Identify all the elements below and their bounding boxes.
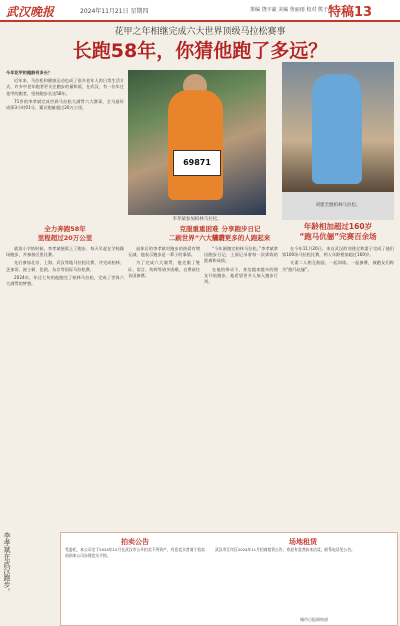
left-para: 近年来，马拉松和健康运动也成了很多老年人的日常生活方式，许多中老年跑者更关注跑步的量和质，在武汉，有一位年过花甲的跑者，坚持跑步长达58年。 [6,78,124,96]
left-column-body [6,246,124,528]
subhead-3 [204,224,278,242]
mid-body-para: 为了完成六大满贯，他克服了签证、语言、伤病等诸多困难，自费前往各国参赛。 [128,260,200,278]
sidebar-runner [312,74,362,184]
paper-name: 武汉晚报 [6,5,55,19]
left-body-para: 先后参加北京、上海、武汉等地马拉松比赛，并完成柏林、芝加哥、波士顿、伦敦、东京等国际马拉松赛。 [6,260,124,272]
left-body-para: 就读小学的时候，李孝斌便爱上了跑步，每天早起在学校操场跑步，并参加区里比赛。 [6,246,124,258]
lease-ad-title: 场地租赁 [289,538,317,546]
left-column [6,70,124,250]
sidebar-para: 在今年11月20日，来自武汉的刘建全和妻子完成了他们第100场马拉松比赛，两人年龄相加超过160岁。 [282,246,394,258]
classified-ads [60,532,398,626]
sidebar-body [282,246,394,528]
photo-caption: 李孝斌参加柏林马拉松。 [172,217,222,222]
race-bib: 69871 [173,150,221,176]
subhead-1-title: 全力奔跑58年 [44,225,86,233]
sidebar-photo-box [282,62,394,220]
lease-ad-text: 武汉市江岸区2024年11月招商租赁公告，欢迎有意者前来洽谈，联系电话见公告。 [215,547,355,552]
left-para: 71岁的李孝斌完成世界马拉松大满贯六大赛事，全马最好成绩3小时01分，累计跑量超过20万公里。 [6,98,124,111]
subhead-2-title: 克服重重困难 [179,225,219,233]
subhead-1-subtitle: 里程超过20万公里 [37,234,93,242]
auction-ad [65,537,205,558]
subhead-1 [6,224,124,242]
auction-ad-text: 受委托，本公司定于2024年12月在武汉市公开拍卖下列资产，有意竞买者请于拍卖前到本公司办理竞买手续。 [65,547,205,558]
left-body-para: 2024年，年过七旬的他跑完了柏林马拉松，完成了世界六大满贯的梦想。 [6,274,124,287]
sidebar-caption: 刘建全跑柏林马拉松。 [315,203,361,208]
article-kicker: 花甲之年相继完成六大世界顶级马拉松赛事 [114,27,286,37]
sidebar-headline-2: “跑马伉俪”完赛百余场 [299,232,377,241]
sidebar-headline [282,222,394,242]
lease-ad [215,537,391,553]
auction-ad-title: 拍卖公告 [121,538,149,546]
vertical-caption-box [2,532,56,622]
sidebar-para: 夫妻二人相互鼓励，一起训练，一起参赛，被跑友们称为“跑马伉俪”。 [282,260,394,272]
subhead-3-subtitle: 带动更多的人跑起来 [211,234,271,242]
vertical-caption: 李孝斌在武汉跑步。 [3,532,11,595]
footer-credit: 城市日报网络部 [300,617,328,622]
right-column-body [204,246,278,528]
runner-body [168,90,223,200]
mid-body-para: 退休后的李孝斌对跑步的热爱有增无减，他表示跑步是一辈子的事情。 [128,246,200,258]
subhead-2-subtitle: 二刷世界“六大满贯” [168,234,230,242]
article-headline: 长跑58年，你猜他跑了多远？ [72,40,328,62]
runner-photo [128,70,266,215]
editor-credits: 策编 饶宇豪 美编 鲁丽雨 校对 熊子 [250,7,328,13]
right-body-para: “今年刚跑完柏林马拉松。”李孝斌拿出跑步日记，上面记录着每一次训练的距离和成绩。 [204,246,278,264]
right-body-para: 在他的带动下，身边越来越多的朋友开始跑步，他希望更多人加入跑步行列。 [204,266,278,285]
issue-date: 2024年11月21日 星期四 [80,8,149,15]
middle-column-body [128,246,200,528]
sidebar-headline-1: 年龄相加超过160岁 [303,222,373,231]
subhead-3-title: 分享跑步日记 [221,225,261,233]
section-label: 特稿13 [328,5,373,20]
left-intro: 今年花甲的跑龄有多长？ [6,70,53,75]
